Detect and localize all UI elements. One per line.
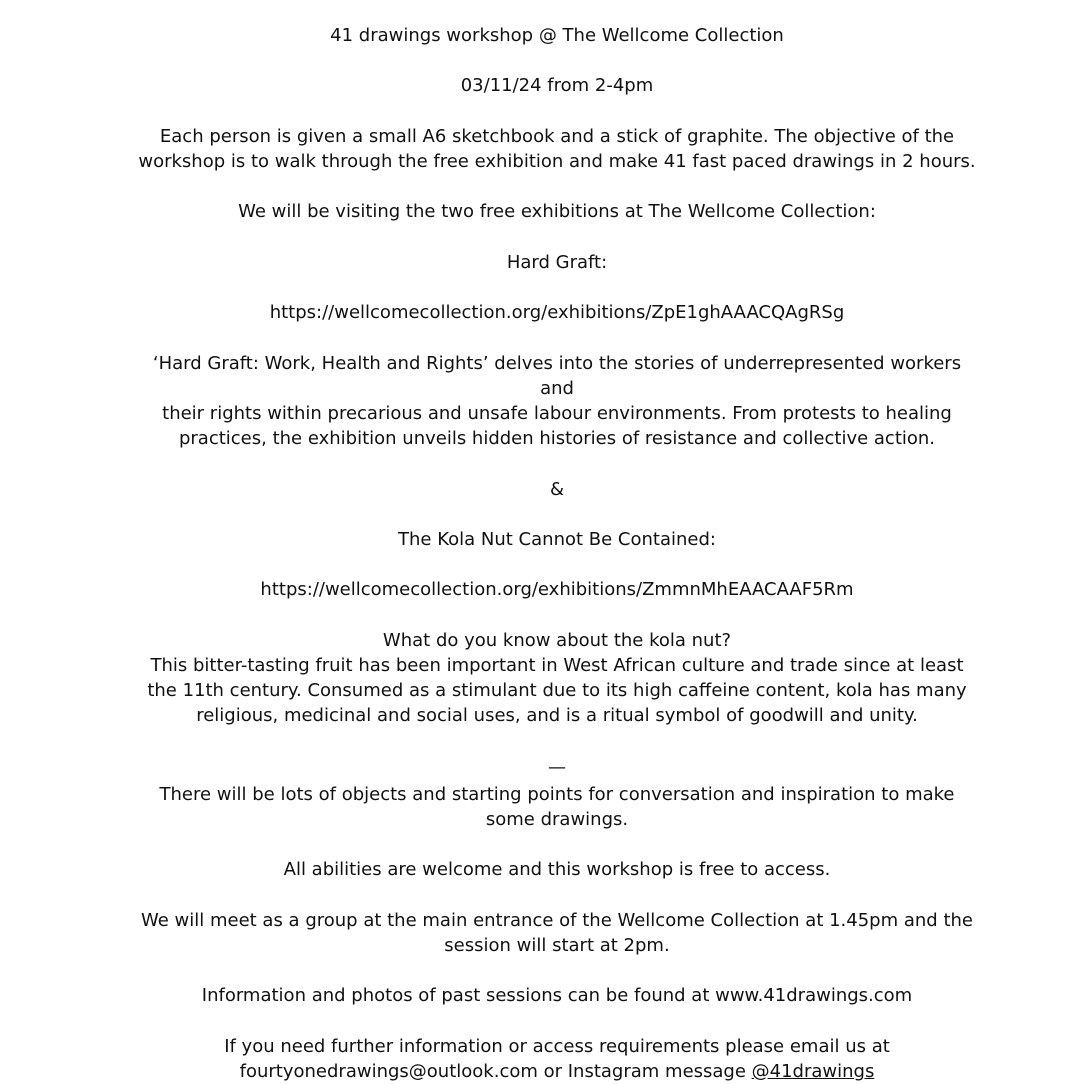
exhibition1-url[interactable]: https://wellcomecollection.org/exhibitions/ZpE1ghAAACQAgRSg: [269, 302, 845, 324]
info-text: Information and photos of past sessions can be found at www.41drawings.com: [201, 985, 913, 1007]
abilities-text: All abilities are welcome and this workshop is free to access.: [283, 859, 831, 881]
workshop-date: 03/11/24 from 2-4pm: [460, 75, 654, 97]
visiting-text: We will be visiting the two free exhibitions at The Wellcome Collection:: [238, 201, 876, 223]
text-column: [134, 23, 980, 1084]
contact-line-2: [134, 1059, 980, 1084]
meet-line-2: session will start at 2pm.: [444, 934, 670, 956]
exhibition2-desc-line-1: This bitter-tasting fruit has been important in West African culture and trade since at least: [150, 654, 964, 676]
exhibition2-name: The Kola Nut Cannot Be Contained:: [398, 528, 716, 550]
contact-email-text: fourtyonedrawings@outlook.com or Instagram message: [239, 1060, 752, 1082]
instagram-handle-link[interactable]: @41drawings: [751, 1060, 875, 1082]
exhibition1-name: Hard Graft:: [506, 251, 608, 273]
contact-line-1: If you need further information or access requirements please email us at: [224, 1035, 890, 1057]
ampersand: &: [549, 478, 565, 500]
exhibition1-desc-line-2: their rights within precarious and unsafe labour environments. From protests to healing: [162, 402, 952, 424]
objects-line-1: There will be lots of objects and starting points for conversation and inspiration to make: [159, 783, 955, 805]
exhibition2-url[interactable]: https://wellcomecollection.org/exhibitions/ZmmnMhEAACAAF5Rm: [260, 579, 854, 601]
exhibition2-question: What do you know about the kola nut?: [382, 629, 732, 651]
intro-line-2: workshop is to walk through the free exhibition and make 41 fast paced drawings in 2 hours.: [138, 150, 976, 172]
exhibition2-desc-line-3: religious, medicinal and social uses, and is a ritual symbol of goodwill and unity.: [196, 705, 918, 727]
exhibition2-desc-line-2: the 11th century. Consumed as a stimulant due to its high caffeine content, kola has many: [147, 680, 967, 702]
meet-line-1: We will meet as a group at the main entrance of the Wellcome Collection at 1.45pm and the: [140, 909, 973, 931]
objects-line-2: some drawings.: [485, 808, 629, 830]
exhibition1-desc-line-1: ‘Hard Graft: Work, Health and Rights’ delves into the stories of underrepresented workers and: [152, 352, 962, 399]
exhibition1-desc-line-3: practices, the exhibition unveils hidden histories of resistance and collective action.: [178, 428, 936, 450]
intro-line-1: Each person is given a small A6 sketchbook and a stick of graphite. The objective of the: [159, 125, 955, 147]
section-divider: —: [548, 756, 566, 778]
workshop-title: 41 drawings workshop @ The Wellcome Collection: [330, 25, 784, 46]
